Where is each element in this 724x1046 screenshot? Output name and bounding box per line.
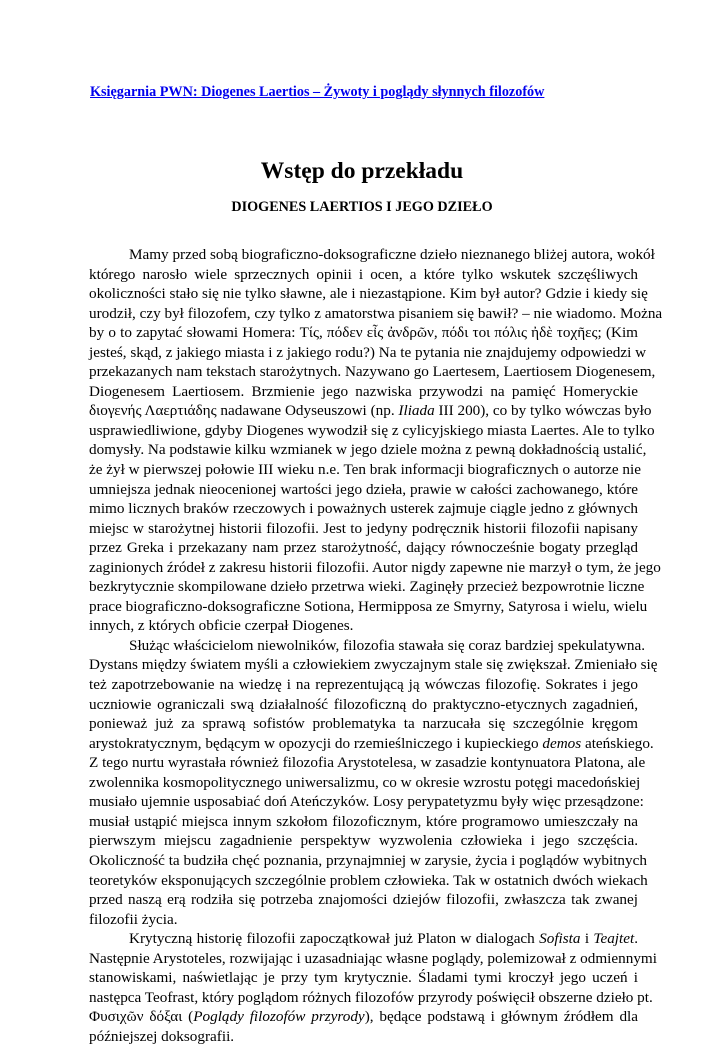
text-line: okoliczności stało się nie tylko sławne, ale i niezastąpione. Kim był autor? Gdzie i kiedy się <box>89 285 648 303</box>
text-line: późniejszej doksografii. <box>89 1027 235 1045</box>
text-line: musiało ujemnie usposabiać doń Ateńczyków. Losy perypatetyzmu były więc przesądzone: <box>89 793 644 811</box>
text-line: pierwszym miejscu zagadnienie perspektyw wyzwolenia człowieka i jego szczęścia. <box>89 832 638 850</box>
text-line: διογενής Λαερτιάδης nadawane Odyseuszowi (np. Iliada III 200), co by tylko wówczas było <box>89 402 652 420</box>
text-line: filozofii życia. <box>89 910 178 928</box>
text-line: Krytyczną historię filozofii zapoczątkował już Platon w dialogach Sofista i Teajtet. <box>129 930 638 948</box>
text-line: przez Greka i przekazany nam przez starożytność, dający równocześnie bogaty przegląd <box>89 539 638 557</box>
paragraph <box>89 636 658 929</box>
text-line: Okoliczność ta budziła chęć poznania, przynajmniej w zarysie, życia i poglądów wybitnych <box>89 851 647 869</box>
text-line: że żył w pierwszej połowie III wieku n.e. Ten brak informacji biograficznych o autorze nie <box>89 461 641 479</box>
text-line: Z tego nurtu wyrastała również filozofia Arystotelesa, w zasadzie kontynuatora Platona, ale <box>89 754 646 772</box>
text-line: Diogenesem Laertiosem. Brzmienie jego nazwiska przywodzi na pamięć Homeryckie <box>89 382 638 400</box>
text-line: Mamy przed sobą biograficzno-doksograficzne dzieło nieznanego bliżej autora, wokół <box>129 246 655 263</box>
text-line: przekazanych nam tekstach starożytnych. Nazywano go Laertesem, Laertiosem Diogenesem, <box>89 363 656 381</box>
text-line: prace biograficzno-doksograficzne Sotiona, Hermipposa ze Smyrny, Satyrosa i wielu, wielu <box>89 597 648 615</box>
text-line: zaginionych źródeł z zakresu historii filozofii. Autor nigdy zapewne nie marzył o tym, że jego <box>89 558 661 576</box>
text-line: by o to zapytać słowami Homera: Τίς, πόδεν εἶς ἀνδρῶν, πόδι τοι πόλις ἠδὲ τοχῆες; (Kim <box>89 324 638 342</box>
text-line: miejsc w starożytnej historii filozofii. Jest to jedyny podręcznik historii filozofii napisany <box>89 519 638 537</box>
page-title: Wstęp do przekładu <box>260 158 464 184</box>
text-line: też zapotrzebowanie na wiedzę i na reprezentującą ją wówczas filozofię. Sokrates i jego <box>89 676 638 694</box>
text-line: urodził, czy był filozofem, czy tylko z amatorstwa pisaniem się bawił? – nie wiadomo. Można <box>89 304 663 322</box>
text-line: umniejsza jednak nieocenionej wartości jego dzieła, prawie w całości zachowanego, które <box>89 480 638 498</box>
text-line: usprawiedliwione, gdyby Diogenes wywodził się z cylicyjskiego miasta Laertes. Ale to tylko <box>89 421 655 439</box>
text-line: przed naszą erą rodziła się potrzeba znajomości dziejów filozofii, zwłaszcza tak zwanej <box>89 891 638 909</box>
text-line: Dystans między światem myśli a człowiekiem zwyczajnym stale się zwiększał. Zmieniało się <box>89 656 658 674</box>
bookstore-link[interactable]: Księgarnia PWN: Diogenes Laertios – Żywoty i poglądy słynnych filozofów <box>90 84 545 100</box>
text-line: uczniowie ograniczali swą działalność filozoficzną do praktyczno-etycznych zagadnień, <box>89 695 638 713</box>
text-line: jesteś, skąd, z jakiego miasta i z jakiego rodu?) Na te pytania nie znajdujemy odpowiedzi w <box>89 343 647 361</box>
text-line: teoretyków eksponujących szczególnie problem człowieka. Tak w ostatnich dwóch wiekach <box>89 871 648 889</box>
text-line: stanowiskami, naświetlając je przy tym krytycznie. Śladami tymi kroczył jego uczeń i <box>89 969 638 987</box>
section-subtitle: DIOGENES LAERTIOS I JEGO DZIEŁO <box>231 199 493 215</box>
text-line: arystokratycznym, będącym w opozycji do rzemieślniczego i kupieckiego demos ateńskiego. <box>89 734 654 752</box>
text-line: mimo licznych braków rzeczowych i poważnych usterek zajmuje ciągle jedno z głównych <box>89 500 638 518</box>
text-line: Następnie Arystoteles, rozwijając i uzasadniając własne poglądy, polemizował z odmiennymi <box>89 949 657 967</box>
text-line: Φυσιχῶν δόξαι (Poglądy filozofów przyrody), będące podstawą i głównym źródłem dla <box>89 1008 639 1026</box>
text-line: musiał ustąpić miejsca innym szkołom filozoficznym, które programowo umieszczały na <box>89 812 638 830</box>
body-text <box>89 245 663 1046</box>
paragraph <box>89 245 663 636</box>
paragraph <box>89 929 657 1046</box>
text-line: ponieważ już za sprawą sofistów problematyka ta narzucała się szczególnie kręgom <box>89 715 638 733</box>
text-line: innych, z których obficie czerpał Diogenes. <box>89 617 354 635</box>
text-line: domysły. Na podstawie kilku wzmianek w jego dziele można z pewną dokładnością ustalić, <box>89 441 647 459</box>
text-line: którego narosło wiele sprzecznych opinii i ocen, a które tylko wskutek szczęśliwych <box>89 265 638 283</box>
text-line: następca Teofrast, który poglądom różnych filozofów przyrody poświęcił obszerne dzieło pt. <box>89 988 653 1006</box>
text-line: Służąc właścicielom niewolników, filozofia stawała się coraz bardziej spekulatywna. <box>129 636 646 654</box>
text-line: zwolennika kosmopolitycznego uniwersalizmu, co w okresie wzrostu potęgi macedońskiej <box>89 773 641 791</box>
text-line: bezkrytycznie skompilowane dzieło przetrwa wieki. Zaginęły przecież bezpowrotnie liczne <box>89 578 645 596</box>
